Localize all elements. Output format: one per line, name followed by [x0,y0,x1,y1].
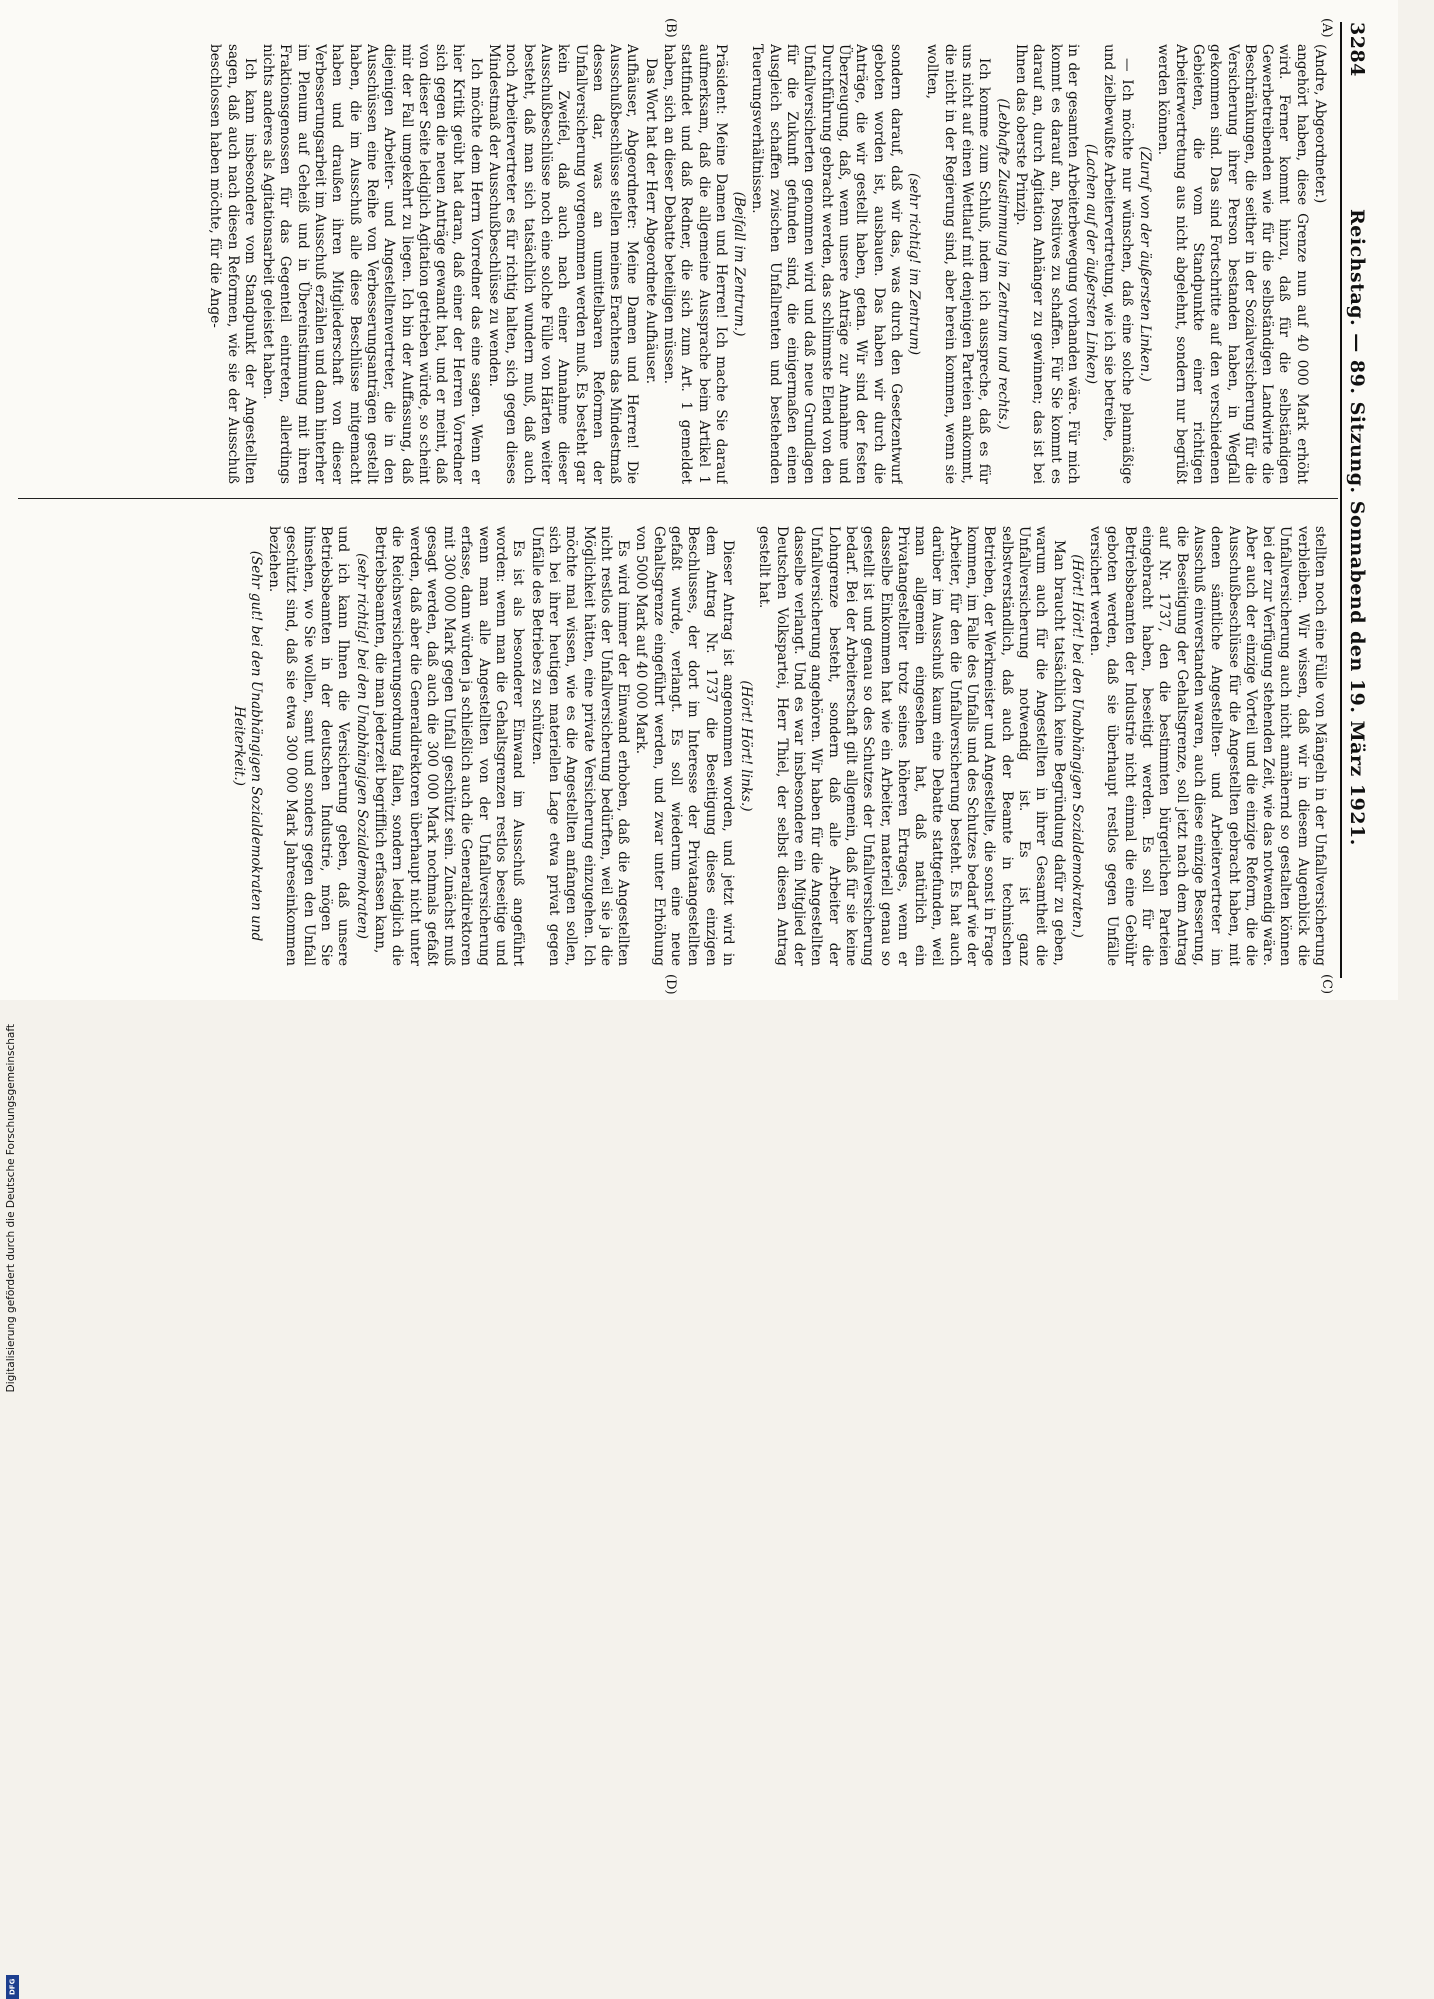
paragraph: (Lebhafte Zustimmung im Zentrum und rechts.) [994,98,1011,430]
paragraph: (sehr richtig! bei den Unabhängigen Sozialdemokraten) [353,553,370,939]
paragraph: (Andre, Abgeordneter.) [1312,44,1328,204]
paragraph: stellten noch eine Fülle von Mängeln in der Unfallversicherung verbleiben. Wir wissen, daß wir in diesem Augenblick die Unfallversicherung auch nicht annähernd so gestalten können bei der zur Verfügung stehenden Zeit, wie das notwendig wäre. Aber auch der einzige Vorteil und die einzige Reform, die die Ausschußbeschlüsse für die Angestellten gebracht haben, mit denen sämtliche Angestellten- und Arbeitervertreter im Ausschuß einverstanden waren, auch diese einzige Besserung, die Beseitigung der Gehaltsgrenze, soll jetzt nach dem Antrag auf Nr. 1737, den die bestimmten bürgerlichen Parteien eingebracht haben, beseitigt werden. Es soll für die Betriebsbeamten der Industrie nicht einmal die eine Gebühr geboten werden, daß sie überhaupt restlos gegen Unfälle versichert werden. [1087,526,1328,966]
paragraph: sondern darauf, daß wir das, was durch den Gesetzentwurf geboten worden ist, ausbauen. Das haben wir durch die Anträge, die wir gestellt haben, getan. Wir sind der festen Überzeugung, daß, wenn unsere Anträge zur Annahme und Durchführung gebracht werden, das schlimmste Elend von den Unfallversicherten genommen wird und daß neue Grundlagen für die Zukunft gefunden sind, die einigermaßen einen Ausgleich schaffen zwischen Unfallrenten und bestehenden Teuerungsverhältnissen. [749,44,904,484]
column-divider [18,498,1338,499]
paragraph: Dieser Antrag ist angenommen worden, und jetzt wird in dem Antrag Nr. 1737 die Beseitigung dieses einzigen Beschlusses, der dort im Interesse der Privatangestellten gefaßt wurde, verlangt. Es soll wiederum eine neue Gehaltsgrenze eingeführt werden, und zwar unter Erhöhung von 5000 Mark auf 40 000 Mark. [633,526,736,966]
paragraph: Man braucht tatsächlich keine Begründung dafür zu geben, warum auch für die Angestellten in ihrer Gesamtheit die Unfallversicherung notwendig ist. Es ist ganz selbstverständlich, daß auch der Beamte in technischen Betrieben, der Werkmeister und Angestellte, die sonst in Frage kommen, im Falle des Unfalls und des Schutzes bedarf wie der Arbeiter, für den die Unfallversicherung besteht. Es hat auch darüber im Ausschuß kaum eine Debatte stattgefunden, weil man allgemein eingesehen hat, daß natürlich ein Privatangestellter trotz seines höheren Ertrages, wenn er dasselbe Einkommen hat wie ein Arbeiter, materiell genau so gestellt ist und genau so des Schutzes der Unfallversicherung bedarf. Bei der Arbeiterschaft gilt allgemein, daß für sie keine Lohngrenze besteht, sondern daß alle Arbeiter der Unfallversicherung angehören. Wir haben für die Angestellten dasselbe verlangt. Und es war insbesondere ein Mitglied der Deutschen Volkspartei, Herr Thiel, der selbst diesen Antrag gestellt hat. [756,526,1067,966]
margin-label-d: (D) [663,974,678,995]
paragraph: Präsident: Meine Damen und Herren! Ich mache Sie darauf aufmerksam, daß die allgemeine Aussprache beim Artikel 1 stattfindet und daß Redner, die sich zum Art. 1 gemeldet haben, sich an dieser Debatte beteiligen müssen. [661,44,729,484]
paragraph: (sehr richtig! im Zentrum) [906,172,923,356]
paragraph: in der gesamten Arbeiterbewegung vorhanden wäre. Für mich kommt es darauf an, Positives zu schaffen. Für Sie kommt es darauf an, durch Agitation Anhänger zu gewinnen; das ist bei Ihnen das oberste Prinzip. [1012,44,1081,484]
credit-text: Digitalisierung gefördert durch die Deutsche Forschungsgemeinschaft [5,1024,17,1393]
paragraph: (Sehr gut! bei den Unabhängigen Sozialdemokraten und Heiterkeit.) [230,550,264,942]
digitization-credit [4,1010,20,1996]
dfg-logo-icon: DFG [6,1975,19,1999]
margin-label-a: (A) [1319,18,1334,38]
page-number: 3284 [1346,22,1368,77]
paragraph: Ich möchte dem Herrn Vorredner das eine sagen. Wenn er hier Kritik geübt hat daran, daß einer der Herren Vorredner sich gegen die neuen Anträge gewandt hat, und er meint, daß von dieser Seite lediglich Agitation getrieben würde, so scheint mir der Fall umgekehrt zu liegen. Ich bin der Auffassung, daß diejenigen Arbeiter- und Angestelltenvertreter, die in den Ausschüssen eine Reihe von Verbesserungsanträgen gestellt haben, die im Ausschuß alle diese Beschlüsse mitgemacht haben und draußen ihren Mitgliederschaft von dieser Verbesserungsarbeit im Ausschuß erzählen und dann hinterher im Plenum auf Geheiß und in Übereinstimmung mit ihren Fraktionsgenossen für das Gegenteil eintreten, allerdings nichts anderes als Agitationsarbeit geleistet haben. [260,44,484,484]
paragraph: Es wird immer der Einwand erhoben, daß die Angestellten nicht restlos der Unfallversicherung bedürften, weil sie ja die Möglichkeit hätten, eine private Versicherung einzugehen. Ich möchte mal wissen, wie es die Angestellten anfangen sollen, sich bei ihrer heutigen materiellen Lage etwa privat gegen Unfälle des Betriebes zu schützen. [528,526,632,966]
paragraph: Aufhäuser, Abgeordneter: Meine Damen und Herren! Die Ausschußbeschlüsse stellen meines Erachtens das Mindestmaß dessen dar, was an unmittelbaren Reformen der Unfallversicherung vorgenommen werden muß. Es besteht gar kein Zweifel, daß auch nach einer Annahme dieser Ausschußbeschlüsse noch eine solche Fülle von Härten weiter besteht, daß man sich tatsächlich wundern muß, daß auch noch Arbeitervertreter es für richtig halten, sich gegen dieses Mindestmaß der Ausschußbeschlüsse zu wenden. [486,44,641,484]
scanned-page [0,0,1398,1000]
page-header [1340,22,1380,978]
paragraph: (Zuruf von der äußersten Linken.) [1137,146,1154,382]
right-column [18,526,1328,966]
margin-label-c: (C) [1319,974,1334,995]
paragraph: (Hört! Hört! links.) [738,680,755,812]
margin-label-b: (B) [663,18,678,38]
paragraph: (Hört! Hört! bei den Unabhängigen Sozialdemokraten.) [1068,554,1085,938]
left-column [18,44,1328,484]
paragraph: Das Wort hat der Herr Abgeordnete Aufhäuser. [642,58,659,385]
paragraph: Es ist als besonderer Einwand im Ausschuß angeführt worden: wenn man die Gehaltsgrenzen restlos beseitige und wenn man alle Angestellten von der Unfallversicherung erfasse, dann würden ja schließlich auch die Generaldirektoren mit 300 000 Mark gegen Unfall geschützt sein. Zunächst muß gesagt werden, daß auch die 300 000 Mark nochmals gefaßt werden, daß aber die Generaldirektoren überhaupt nicht unter die Reichsversicherungsordnung fallen, sondern lediglich die Betriebsbeamten, die man jederzeit begrifflich erfassen kann, [371,526,527,966]
paragraph: — Ich möchte nur wünschen, daß eine solche planmäßige und zielbewußte Arbeitervertretung, wie ich sie betreibe, [1101,44,1135,484]
paragraph: und ich kann Ihnen die Versicherung geben, daß unsere Betriebsbeamten in der deutschen Industrie, mögen Sie hinsehen, wo Sie wollen, samt und sonders gegen den Unfall geschützt sind, daß sie etwa 300 000 Mark Jahreseinkommen beziehen. [266,526,352,966]
paragraph: Ich kann insbesondere vom Standpunkt der Angestellten sagen, daß auch nach diesen Reformen, wie sie der Ausschuß beschlossen haben möchte, für die Ange- [207,44,258,484]
paragraph: (Beifall im Zentrum.) [731,191,748,337]
paragraph: Ich komme zum Schluß, indem ich ausspreche, daß es für uns nicht auf einen Wettlauf mit denjenigen Parteien ankommt, die nicht in der Regierung sind, aber herein kommen, wenn sie wollten, [924,44,993,484]
paragraph: angehört haben, diese Grenze nun auf 40 000 Mark erhöht wird. Ferner kommt hinzu, daß für die selbständigen Gewerbetreibenden wie für die selbständigen Landwirte die Beschränkungen, die seither in der Sozialversicherung für die Versicherung ihrer Person bestanden haben, in Wegfall gekommen sind. Das sind Fortschritte auf den verschiedenen Gebieten, die vom Standpunkte einer richtigen Arbeiterwertretung aus nicht abgelehnt, sondern nur begrüßt werden können. [1155,44,1310,484]
paragraph: (Lachen auf der äußersten Linken) [1083,143,1100,385]
page-title: Reichstag. — 89. Sitzung. Sonnabend den 19. März 1921. [1346,209,1368,846]
